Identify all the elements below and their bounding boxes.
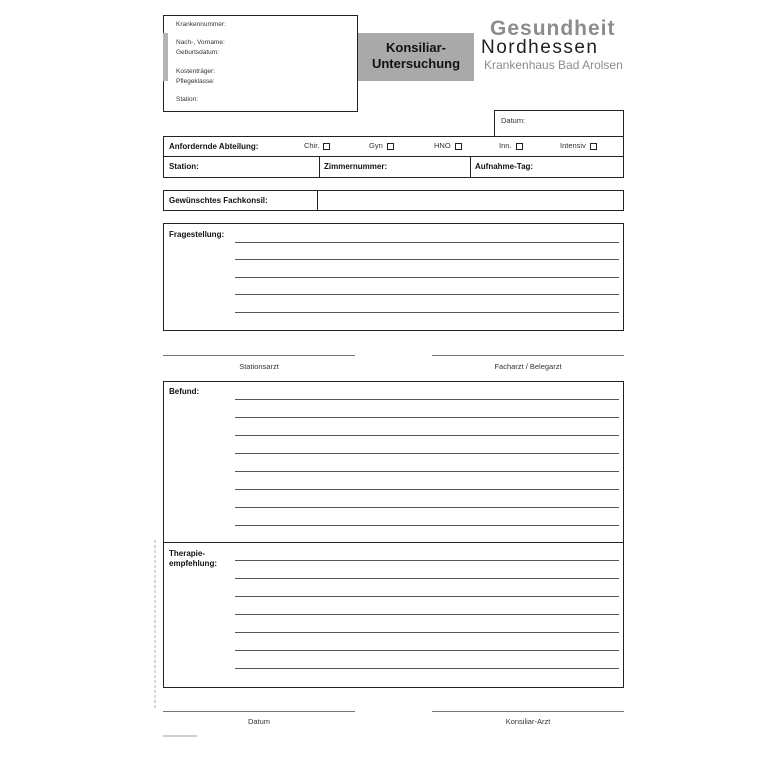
write-line [235,578,619,579]
write-line [235,614,619,615]
question-box [163,223,624,331]
checkbox-icon[interactable] [323,143,330,150]
field-station: Station: [176,96,199,103]
department-label: Anfordernde Abteilung: [169,142,259,151]
therapy-label [169,549,217,569]
write-line [235,489,619,490]
checkbox-icon[interactable] [590,143,597,150]
option-hno[interactable] [434,141,462,150]
write-line [235,560,619,561]
patient-box-marker [163,33,168,81]
option-inn-label: Inn. [499,141,512,150]
option-intensiv-label: Intensiv [560,141,586,150]
question-label: Fragestellung: [169,230,225,239]
write-line [235,668,619,669]
field-insurer: Kostenträger: [176,68,216,75]
signature-line-consultant[interactable] [432,711,624,712]
footer-imprint [163,735,197,737]
option-gyn[interactable] [369,141,394,150]
write-line [235,471,619,472]
section-divider [164,542,623,543]
signature-label-station: Stationsarzt [239,362,279,371]
checkbox-icon[interactable] [455,143,462,150]
brand-line1: Gesundheit [490,17,616,40]
field-birthdate: Geburtsdatum: [176,49,219,56]
form-title [358,40,474,72]
signature-line-date[interactable] [163,711,355,712]
write-line [235,417,619,418]
station-label: Station: [169,162,199,171]
department-divider [164,156,623,157]
write-line [235,525,619,526]
write-line [235,650,619,651]
write-line [235,259,619,260]
signature-label-consultant: Konsiliar-Arzt [505,717,551,726]
write-line [235,242,619,243]
form-title-line2: Untersuchung [371,56,461,71]
admission-label: Aufnahme-Tag: [475,162,534,171]
brand-line3: Krankenhaus Bad Arolsen [484,58,623,72]
write-line [235,277,619,278]
option-chir-label: Chir. [304,141,320,150]
consult-box [163,190,624,211]
margin-imprint [154,540,156,710]
write-line [235,632,619,633]
station-divider-2 [470,156,471,178]
write-line [235,294,619,295]
option-intensiv[interactable] [560,141,597,150]
brand-line2: Nordhessen [481,37,599,58]
patient-info-box [163,15,358,112]
option-chir[interactable] [304,141,330,150]
write-line [235,399,619,400]
write-line [235,596,619,597]
findings-label: Befund: [169,387,200,396]
station-divider-1 [319,156,320,178]
consult-label: Gewünschtes Fachkonsil: [169,196,268,205]
option-hno-label: HNO [434,141,451,150]
signature-label-date: Datum [247,717,271,726]
checkbox-icon[interactable] [387,143,394,150]
field-case-number: Krankennummer: [176,21,226,28]
signature-label-specialist: Facharzt / Belegarzt [494,362,562,371]
date-label: Datum: [501,116,526,125]
write-line [235,312,619,313]
checkbox-icon[interactable] [516,143,523,150]
option-inn[interactable] [499,141,523,150]
department-table [163,136,624,178]
room-label: Zimmernummer: [324,162,388,171]
therapy-label-line2: empfehlung: [169,559,217,568]
option-gyn-label: Gyn [369,141,383,150]
form-title-line1: Konsiliar- [386,40,446,55]
field-name: Nach-, Vorname: [176,39,225,46]
field-care-class: Pflegeklasse: [176,78,215,85]
signature-line-station[interactable] [163,355,355,356]
findings-box [163,381,624,688]
write-line [235,507,619,508]
consult-input[interactable] [319,191,621,210]
therapy-label-line1: Therapie- [169,549,206,558]
date-box [494,110,624,137]
write-line [235,453,619,454]
signature-line-specialist[interactable] [432,355,624,356]
write-line [235,435,619,436]
consult-divider [317,191,318,210]
